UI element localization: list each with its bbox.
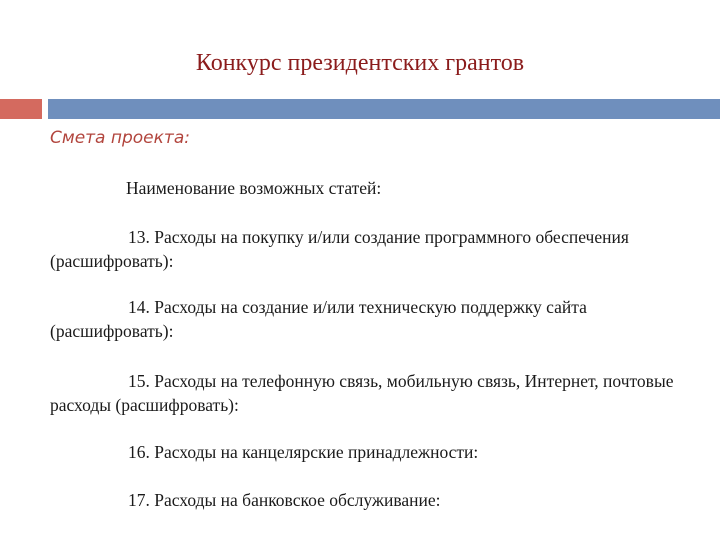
list-item: 13. Расходы на покупку и/или создание программного обеспечения (расшифровать):: [50, 227, 629, 271]
accent-bar-red: [0, 99, 42, 119]
list-item: 14. Расходы на создание и/или техническую поддержку сайта (расшифровать):: [50, 297, 587, 341]
list-heading: Наименование возможных статей:: [126, 178, 382, 198]
accent-bar-blue: [48, 99, 720, 119]
list-item: 16. Расходы на канцелярские принадлежности:: [128, 442, 479, 462]
list-item: 17. Расходы на банковское обслуживание:: [128, 490, 441, 510]
section-subtitle: Смета проекта:: [50, 128, 190, 148]
list-item: 15. Расходы на телефонную связь, мобильную связь, Интернет, почтовые расходы (расшифровать):: [50, 371, 674, 415]
slide-title: Конкурс президентских грантов: [195, 50, 525, 76]
